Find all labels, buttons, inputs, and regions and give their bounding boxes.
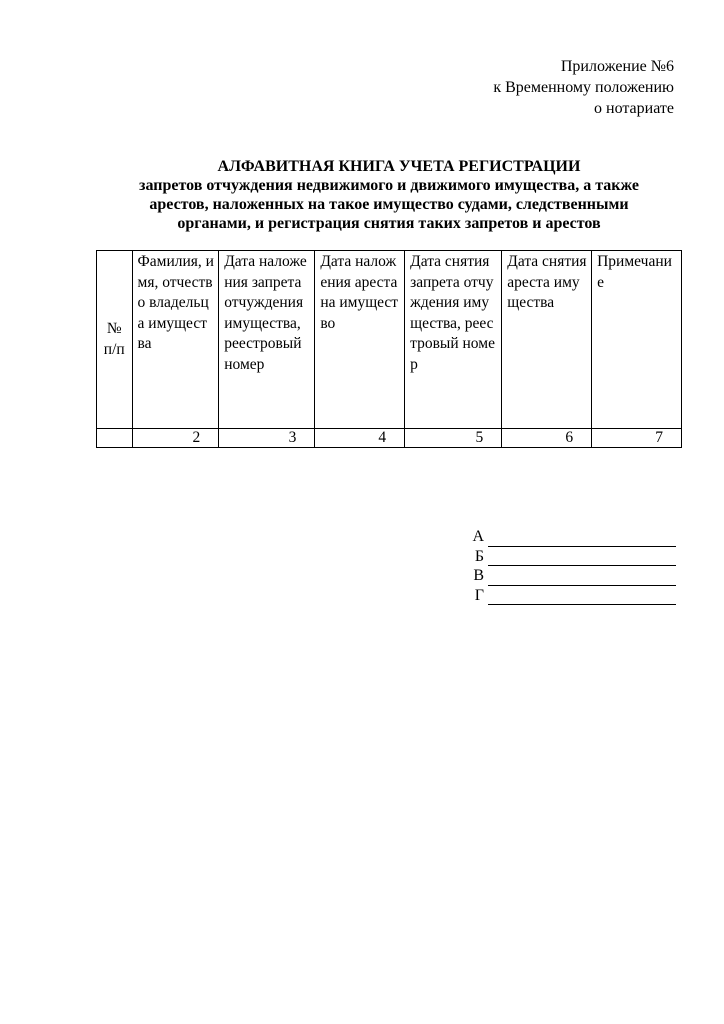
signature-row [466,566,676,586]
appendix-line-2: к Временному положению [493,79,674,96]
table-header-row [97,251,682,429]
signature-line[interactable] [488,570,676,586]
signature-line[interactable] [488,589,676,605]
header-cell-arrest-date: Дата наложения ареста на имущество [315,251,405,429]
number-cell-3: 3 [219,429,315,448]
signature-letter: Г [474,586,484,604]
signature-line[interactable] [488,550,676,566]
signature-block [466,527,676,605]
title-subtitle-3: органами, и регистрация снятия таких запретов и арестов [177,215,601,232]
document-title [96,157,682,233]
number-cell-5: 5 [405,429,502,448]
number-cell-2: 2 [132,429,219,448]
signature-letter: В [473,567,484,584]
signature-row [466,586,676,606]
header-cell-ban-removal-date: Дата снятия запрета отчуждения имущества, реестровый номер [405,251,502,429]
header-cell-arrest-removal-date: Дата снятия ареста имущества [502,251,592,429]
appendix-line-3: о нотариате [594,100,674,117]
header-cell-owner: Фамилия, имя, отчество владельца имущества [132,251,219,429]
number-cell-6: 6 [502,429,592,448]
signature-row [466,547,676,567]
number-cell-7: 7 [592,429,682,448]
title-main: АЛФАВИТНАЯ КНИГА УЧЕТА РЕГИСТРАЦИИ [217,158,581,175]
signature-row [466,527,676,547]
table-number-row [97,429,682,448]
appendix-line-1: Приложение №6 [560,58,674,75]
title-subtitle-2: арестов, наложенных на такое имущество судами, следственными [149,196,629,213]
registration-table [96,250,682,448]
title-subtitle-1: запретов отчуждения недвижимого и движимого имущества, а также [139,177,639,194]
number-cell-1 [97,429,133,448]
header-cell-note: Примечание [592,251,682,429]
header-cell-number: № п/п [97,251,133,429]
header-cell-ban-date: Дата наложения запрета отчуждения имущества, реестровый номер [219,251,315,429]
number-cell-4: 4 [315,429,405,448]
signature-line[interactable] [488,531,676,547]
signature-letter: Б [474,547,484,565]
signature-letter: А [472,528,484,545]
appendix-caption [493,56,674,119]
